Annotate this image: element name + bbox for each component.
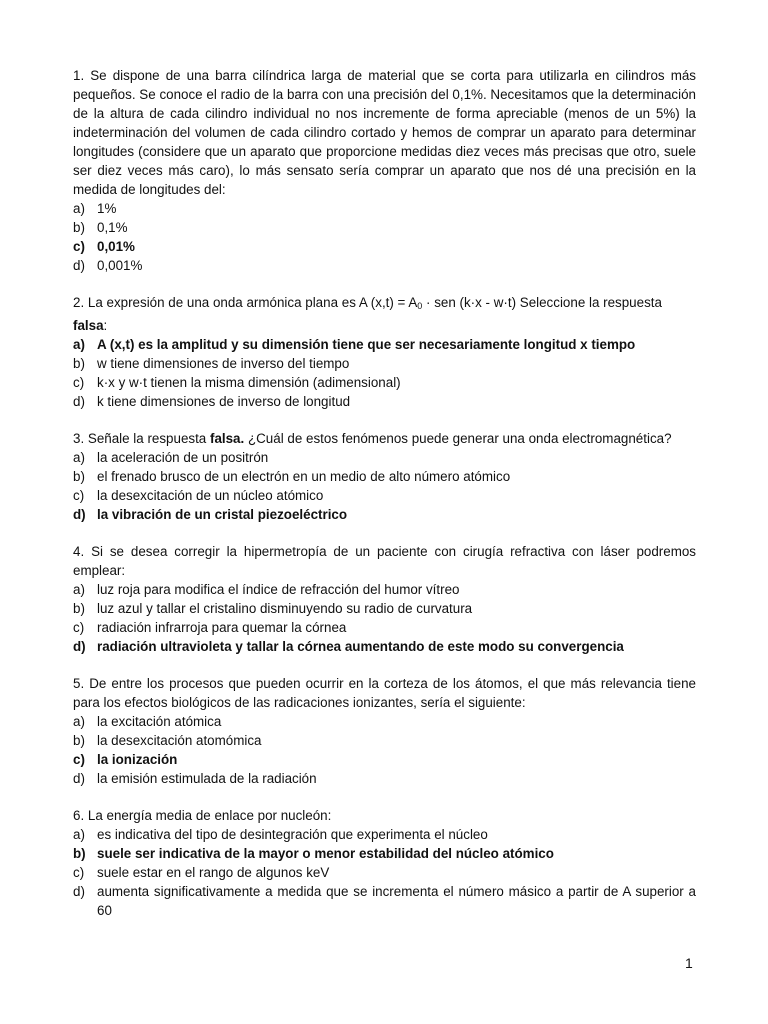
option-2b bbox=[73, 354, 696, 373]
option-letter: a) bbox=[73, 714, 85, 729]
option-letter: b) bbox=[73, 356, 85, 371]
option-6d bbox=[73, 882, 696, 920]
option-text: aumenta significativamente a medida que se incrementa el número másico a partir de A superior a 60 bbox=[97, 884, 696, 918]
option-letter: a) bbox=[73, 450, 85, 465]
option-4d-correct bbox=[73, 637, 696, 656]
option-letter: c) bbox=[73, 488, 85, 503]
question-2-stem-bold: falsa bbox=[73, 318, 104, 333]
question-4 bbox=[73, 542, 696, 656]
amplitude-subscript: 0 bbox=[417, 301, 423, 311]
option-2d bbox=[73, 392, 696, 411]
option-text: el frenado brusco de un electrón en un medio de alto número atómico bbox=[97, 469, 511, 484]
option-letter: d) bbox=[73, 639, 86, 654]
option-6b-correct bbox=[73, 844, 696, 863]
option-text: radiación infrarroja para quemar la córnea bbox=[97, 620, 347, 635]
option-text: suele estar en el rango de algunos keV bbox=[97, 865, 330, 880]
option-6a bbox=[73, 825, 696, 844]
option-5a bbox=[73, 712, 696, 731]
option-letter: d) bbox=[73, 884, 85, 899]
option-letter: d) bbox=[73, 258, 85, 273]
option-text: la vibración de un cristal piezoeléctrico bbox=[97, 507, 348, 522]
option-3d-correct bbox=[73, 505, 696, 524]
question-5 bbox=[73, 674, 696, 788]
option-1a bbox=[73, 199, 696, 218]
option-5c-correct bbox=[73, 750, 696, 769]
option-1b bbox=[73, 218, 696, 237]
option-text: luz azul y tallar el cristalino disminuyendo su radio de curvatura bbox=[97, 601, 473, 616]
option-text: la desexcitación de un núcleo atómico bbox=[97, 488, 324, 503]
option-text: la emisión estimulada de la radiación bbox=[97, 771, 317, 786]
option-letter: b) bbox=[73, 846, 86, 861]
option-letter: c) bbox=[73, 865, 85, 880]
question-3-stem-bold: falsa. bbox=[209, 431, 245, 446]
option-4c bbox=[73, 618, 696, 637]
option-letter: c) bbox=[73, 620, 85, 635]
option-1c-correct bbox=[73, 237, 696, 256]
option-letter: c) bbox=[73, 752, 85, 767]
option-text: suele ser indicativa de la mayor o menor estabilidad del núcleo atómico bbox=[97, 846, 554, 861]
option-text: k·x y w·t tienen la misma dimensión (adimensional) bbox=[97, 375, 401, 390]
document-page bbox=[73, 66, 696, 938]
option-letter: a) bbox=[73, 827, 85, 842]
question-3-stem bbox=[73, 429, 696, 448]
option-letter: a) bbox=[73, 582, 85, 597]
question-3-stem-part2: ¿Cuál de estos fenómenos puede generar una onda electromagnética? bbox=[244, 431, 672, 446]
option-text: k tiene dimensiones de inverso de longitud bbox=[97, 394, 351, 409]
question-6-stem: 6. La energía media de enlace por nucleón: bbox=[73, 808, 332, 823]
option-text: w tiene dimensiones de inverso del tiempo bbox=[97, 356, 350, 371]
option-letter: c) bbox=[73, 239, 85, 254]
option-4b bbox=[73, 599, 696, 618]
option-text: 0,1% bbox=[97, 220, 128, 235]
question-3-stem-part1: 3. Señale la respuesta bbox=[73, 431, 210, 446]
option-6c bbox=[73, 863, 696, 882]
option-text: 0,01% bbox=[97, 239, 135, 254]
question-2-stem-end: : bbox=[103, 318, 108, 333]
option-letter: d) bbox=[73, 771, 85, 786]
option-4a bbox=[73, 580, 696, 599]
option-letter: c) bbox=[73, 375, 85, 390]
option-text: la aceleración de un positrón bbox=[97, 450, 269, 465]
option-letter: b) bbox=[73, 469, 85, 484]
option-text: es indicativa del tipo de desintegración que experimenta el núcleo bbox=[97, 827, 488, 842]
option-letter: d) bbox=[73, 394, 85, 409]
question-1-stem: 1. Se dispone de una barra cilíndrica larga de material que se corta para utilizarla en cilindros más pequeños. Se conoce el radio de la barra con una precisión del 0,1%. Necesitamos que la determinación de la altura de cada cilindro individual no nos incremente de forma apreciable (menos de un 5%) la indeterminación del volumen de cada cilindro cortado y hemos de comprar un aparato para determinar longitudes (considere que un aparato que proporcione medidas diez veces más precisas que otro, suele ser diez veces más caro), lo más sensato sería comprar un aparato que nos dé una precisión en la medida de longitudes del: bbox=[73, 68, 696, 197]
option-text: la excitación atómica bbox=[97, 714, 222, 729]
option-letter: b) bbox=[73, 601, 85, 616]
question-2-stem-part1: 2. La expresión de una onda armónica plana es A (x,t) = A bbox=[73, 295, 418, 310]
question-4-stem: 4. Si se desea corregir la hipermetropía de un paciente con cirugía refractiva con láser podremos emplear: bbox=[73, 544, 696, 578]
option-text: la ionización bbox=[97, 752, 178, 767]
option-letter: d) bbox=[73, 507, 86, 522]
option-letter: a) bbox=[73, 337, 85, 352]
option-text: radiación ultravioleta y tallar la córnea aumentando de este modo su convergencia bbox=[97, 639, 624, 654]
option-text: 0,001% bbox=[97, 258, 143, 273]
question-2-stem bbox=[73, 293, 696, 335]
option-text: A (x,t) es la amplitud y su dimensión tiene que ser necesariamente longitud x tiempo bbox=[97, 337, 636, 352]
question-1 bbox=[73, 66, 696, 275]
option-2a-correct bbox=[73, 335, 696, 354]
option-3c bbox=[73, 486, 696, 505]
option-1d bbox=[73, 256, 696, 275]
option-letter: a) bbox=[73, 201, 85, 216]
question-2 bbox=[73, 293, 696, 411]
page-number: 1 bbox=[685, 955, 693, 971]
option-letter: b) bbox=[73, 733, 85, 748]
option-text: 1% bbox=[97, 201, 117, 216]
option-5d bbox=[73, 769, 696, 788]
option-letter: b) bbox=[73, 220, 85, 235]
option-text: la desexcitación atomómica bbox=[97, 733, 262, 748]
option-5b bbox=[73, 731, 696, 750]
question-5-stem: 5. De entre los procesos que pueden ocurrir en la corteza de los átomos, el que más relevancia tiene para los efectos biológicos de las radicaciones ionizantes, sería el siguiente: bbox=[73, 676, 696, 710]
option-3a bbox=[73, 448, 696, 467]
question-6 bbox=[73, 806, 696, 920]
question-2-stem-part2: · sen (k·x - w·t) Seleccione la respuesta bbox=[422, 295, 662, 310]
option-text: luz roja para modifica el índice de refracción del humor vítreo bbox=[97, 582, 460, 597]
option-3b bbox=[73, 467, 696, 486]
option-2c bbox=[73, 373, 696, 392]
question-3 bbox=[73, 429, 696, 524]
